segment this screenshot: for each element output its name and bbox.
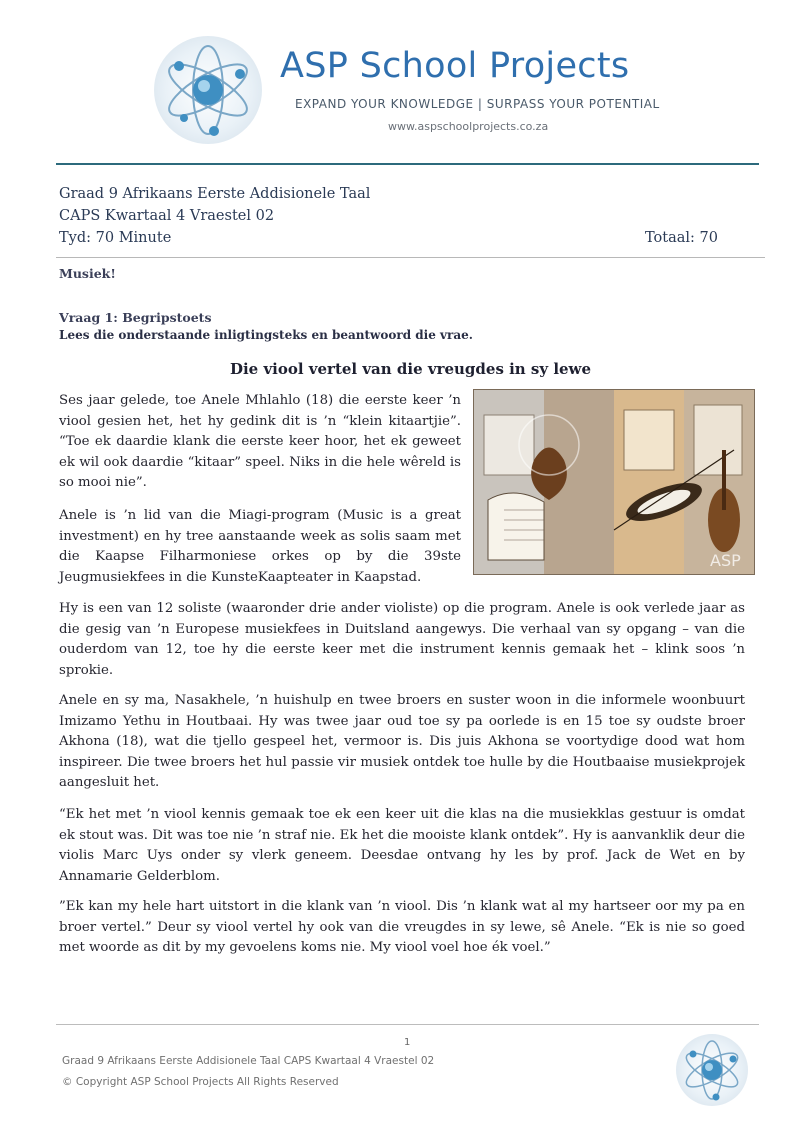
website-link[interactable]: www.aspschoolprojects.co.za bbox=[388, 120, 549, 133]
total-label: Totaal: 70 bbox=[645, 230, 718, 246]
time-label: Tyd: 70 Minute bbox=[59, 230, 172, 246]
footer-copyright: © Copyright ASP School Projects All Rights Reserved bbox=[62, 1076, 339, 1088]
footer-divider bbox=[56, 1024, 759, 1025]
article-paragraph: Anele is ’n lid van die Miagi-program (Music is a great investment) en hy tree aanstaande week as solis saam met die Kaapse Filharmoniese orkes op by die 39ste Jeugmusiekfees in die KunsteKaapteater in Kaapstad. bbox=[59, 508, 461, 585]
article-paragraph: Anele en sy ma, Nasakhele, ’n huishulp en twee broers en suster woon in die informele woonbuurt Imizamo Yethu in Houtbaai. Hy was twee jaar oud toe sy pa oorlede is en 15 toe sy oudste broer Akhona (18), wat die tjello gespeel het, vermoor is. Dis juis Akhona se voortydige dood wat hom inspireer. Die twee broers het hul passie vir musiek ontdek toe hulle by die Houtbaaise musiekprojek aangesluit het. bbox=[59, 693, 745, 790]
article-paragraph: ”Ek kan my hele hart uitstort in die klank van ’n viool. Dis ’n klank wat al my hartseer oor my pa en broer vertel.” Deur sy viool vertel hy ook van die vreugdes in sy lewe, sê Anele. “Ek is nie so goed met woorde as dit by my gevoelens koms nie. My viool voel hoe ék voel.” bbox=[59, 899, 745, 955]
header-divider bbox=[56, 163, 759, 165]
page-number: 1 bbox=[404, 1037, 411, 1048]
violin-artwork-image bbox=[473, 389, 755, 575]
tagline: EXPAND YOUR KNOWLEDGE | SURPASS YOUR POTENTIAL bbox=[295, 97, 660, 111]
atom-logo-icon bbox=[676, 1034, 748, 1106]
brand-name: ASP School Projects bbox=[280, 46, 630, 86]
article-paragraph: Hy is een van 12 soliste (waaronder drie ander violiste) op die program. Anele is ook verlede jaar as die gesig van ’n Europese musiekfees in Duitsland aangewys. Die verhaal van sy opgang – van die ouderdom van 12, toe hy die eerste keer met die instrument kennis gemaak het – klink soos ’n sprokie. bbox=[59, 601, 745, 678]
article-paragraph: Ses jaar gelede, toe Anele Mhlahlo (18) die eerste keer ’n viool gesien het, het hy gedink dit is ’n “klein kitaartjie”. “Toe ek daardie klank die eerste keer hoor, het ek geweet ek wil ook daardie “kitaar” speel. Niks in die hele wêreld is so mooi nie”. bbox=[59, 393, 461, 490]
subject-line: Graad 9 Afrikaans Eerste Addisionele Taal bbox=[59, 186, 371, 202]
paper-line: CAPS Kwartaal 4 Vraestel 02 bbox=[59, 208, 275, 224]
section-title: Musiek! bbox=[59, 266, 116, 281]
question-instruction: Lees die onderstaande inligtingsteks en beantwoord die vrae. bbox=[59, 328, 473, 342]
atom-logo-icon bbox=[154, 36, 262, 144]
footer-subject: Graad 9 Afrikaans Eerste Addisionele Taal CAPS Kwartaal 4 Vraestel 02 bbox=[62, 1055, 435, 1067]
artwork-watermark: ASP bbox=[710, 551, 741, 570]
meta-divider bbox=[56, 257, 765, 258]
question-title: Vraag 1: Begripstoets bbox=[59, 310, 212, 325]
article-paragraph: “Ek het met ’n viool kennis gemaak toe ek een keer uit die klas na die musiekklas gestuur is omdat ek stout was. Dit was toe nie ’n straf nie. Ek het die mooiste klank ontdek”. Hy is aanvanklik deur die violis Marc Uys onder sy vlerk geneem. Deesdae ontvang hy les by prof. Jack de Wet en by Annamarie Gelderblom. bbox=[59, 807, 745, 884]
article-title: Die viool vertel van die vreugdes in sy lewe bbox=[229, 360, 592, 378]
